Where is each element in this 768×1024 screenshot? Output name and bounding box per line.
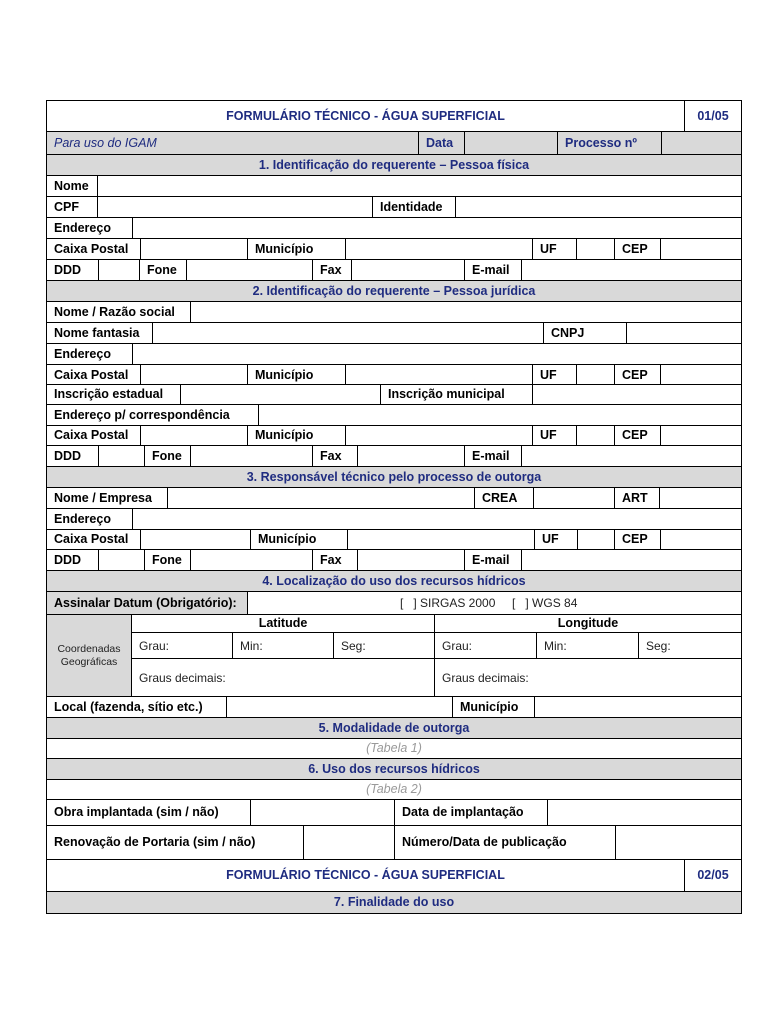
fone-rt-label: Fone — [144, 549, 191, 571]
email-rt-field[interactable] — [521, 549, 742, 571]
fone-field[interactable] — [186, 259, 313, 281]
section-1-title: 1. Identificação do requerente – Pessoa física — [46, 154, 742, 176]
form-title: FORMULÁRIO TÉCNICO - ÁGUA SUPERFICIAL — [46, 100, 685, 132]
municipio-field[interactable] — [345, 238, 533, 260]
fone-pj-label: Fone — [144, 445, 191, 467]
caixa-postal-pj-label: Caixa Postal — [46, 364, 141, 386]
fax-rt-field[interactable] — [357, 549, 465, 571]
local-label: Local (fazenda, sítio etc.) — [46, 696, 227, 718]
nome-field[interactable] — [97, 175, 742, 197]
ddd-field[interactable] — [98, 259, 140, 281]
uf-rt-field[interactable] — [577, 529, 615, 550]
ddd-pj-label: DDD — [46, 445, 99, 467]
cnpj-label: CNPJ — [543, 322, 627, 344]
numero-data-label: Número/Data de publicação — [394, 825, 616, 860]
caixa-postal-label: Caixa Postal — [46, 238, 141, 260]
cep-pj-label: CEP — [614, 364, 661, 386]
crea-label: CREA — [474, 487, 534, 509]
data-implantacao-label: Data de implantação — [394, 799, 548, 826]
uf-field[interactable] — [576, 238, 615, 260]
uf-rt-label: UF — [534, 529, 578, 550]
endereco-rt-field[interactable] — [132, 508, 742, 530]
datum-label: Assinalar Datum (Obrigatório): — [46, 591, 248, 615]
fone-label: Fone — [139, 259, 187, 281]
nome-razao-field[interactable] — [190, 301, 742, 323]
cpf-field[interactable] — [97, 196, 373, 218]
uf-pj2-label: UF — [532, 425, 577, 446]
endereco-rt-label: Endereço — [46, 508, 133, 530]
section-3-title: 3. Responsável técnico pelo processo de outorga — [46, 466, 742, 488]
fax-pj-field[interactable] — [357, 445, 465, 467]
lon-grau-field[interactable]: Grau: — [434, 632, 537, 659]
cnpj-field[interactable] — [626, 322, 742, 344]
ddd-label: DDD — [46, 259, 99, 281]
nome-empresa-field[interactable] — [167, 487, 475, 509]
municipio-rt-field[interactable] — [347, 529, 535, 550]
cep-field[interactable] — [660, 238, 742, 260]
fax-rt-label: Fax — [312, 549, 358, 571]
email-label: E-mail — [464, 259, 522, 281]
section-6-title: 6. Uso dos recursos hídricos — [46, 758, 742, 780]
email-field[interactable] — [521, 259, 742, 281]
caixa-postal-rt-field[interactable] — [140, 529, 251, 550]
municipio-rt-label: Município — [250, 529, 348, 550]
renovacao-field[interactable] — [303, 825, 395, 860]
longitude-header: Longitude — [434, 614, 742, 633]
inscricao-estadual-field[interactable] — [180, 384, 381, 405]
igam-data-label: Data — [418, 131, 465, 155]
municipio-pj-label: Município — [247, 364, 346, 386]
fone-pj-field[interactable] — [190, 445, 313, 467]
endereco-corresp-label: Endereço p/ correspondência — [46, 404, 259, 426]
caixa-postal-pj2-label: Caixa Postal — [46, 425, 141, 446]
cep-pj-field[interactable] — [660, 364, 742, 386]
endereco-field[interactable] — [132, 217, 742, 239]
lon-min-field[interactable]: Min: — [536, 632, 639, 659]
coordenadas-label: Coordenadas Geográficas — [46, 614, 132, 697]
cep-label: CEP — [614, 238, 661, 260]
renovacao-label: Renovação de Portaria (sim / não) — [46, 825, 304, 860]
identidade-field[interactable] — [455, 196, 742, 218]
numero-data-field[interactable] — [615, 825, 742, 860]
municipio-pj-field[interactable] — [345, 364, 533, 386]
uf-pj-field[interactable] — [576, 364, 615, 386]
endereco-label: Endereço — [46, 217, 133, 239]
local-field[interactable] — [226, 696, 453, 718]
inscricao-municipal-label: Inscrição municipal — [380, 384, 533, 405]
fax-label: Fax — [312, 259, 352, 281]
caixa-postal-field[interactable] — [140, 238, 248, 260]
cep-pj2-field[interactable] — [660, 425, 742, 446]
ddd-pj-field[interactable] — [98, 445, 145, 467]
cep-rt-field[interactable] — [660, 529, 742, 550]
tabela-1-ref: (Tabela 1) — [46, 738, 742, 759]
ddd-rt-field[interactable] — [98, 549, 145, 571]
latitude-header: Latitude — [131, 614, 435, 633]
email-pj-label: E-mail — [464, 445, 522, 467]
endereco-pj-field[interactable] — [132, 343, 742, 365]
data-implantacao-field[interactable] — [547, 799, 742, 826]
cep-pj2-label: CEP — [614, 425, 661, 446]
municipio-label: Município — [247, 238, 346, 260]
lat-grau-field[interactable]: Grau: — [131, 632, 233, 659]
lon-graus-decimais-field[interactable]: Graus decimais: — [434, 658, 742, 697]
caixa-postal-rt-label: Caixa Postal — [46, 529, 141, 550]
nome-fantasia-field[interactable] — [152, 322, 544, 344]
obra-implantada-field[interactable] — [250, 799, 395, 826]
page-number: 01/05 — [684, 100, 742, 132]
nome-label: Nome — [46, 175, 98, 197]
section-7-title: 7. Finalidade do uso — [46, 891, 742, 914]
uf-pj2-field[interactable] — [576, 425, 615, 446]
lat-seg-field[interactable]: Seg: — [333, 632, 435, 659]
cep-rt-label: CEP — [614, 529, 661, 550]
nome-fantasia-label: Nome fantasia — [46, 322, 153, 344]
section-4-title: 4. Localização do uso dos recursos hídricos — [46, 570, 742, 592]
fax-pj-label: Fax — [312, 445, 358, 467]
igam-processo-label: Processo nº — [557, 131, 662, 155]
lat-graus-decimais-field[interactable]: Graus decimais: — [131, 658, 435, 697]
crea-field[interactable] — [533, 487, 615, 509]
lon-seg-field[interactable]: Seg: — [638, 632, 742, 659]
municipio-pj2-label: Município — [247, 425, 346, 446]
email-pj-field[interactable] — [521, 445, 742, 467]
caixa-postal-pj2-field[interactable] — [140, 425, 248, 446]
inscricao-municipal-field[interactable] — [532, 384, 742, 405]
art-field[interactable] — [659, 487, 742, 509]
caixa-postal-pj-field[interactable] — [140, 364, 248, 386]
form-title-2: FORMULÁRIO TÉCNICO - ÁGUA SUPERFICIAL — [46, 859, 685, 892]
section-5-title: 5. Modalidade de outorga — [46, 717, 742, 739]
inscricao-estadual-label: Inscrição estadual — [46, 384, 181, 405]
lat-min-field[interactable]: Min: — [232, 632, 334, 659]
municipio-loc-field[interactable] — [534, 696, 742, 718]
endereco-pj-label: Endereço — [46, 343, 133, 365]
tabela-2-ref: (Tabela 2) — [46, 779, 742, 800]
art-label: ART — [614, 487, 660, 509]
nome-empresa-label: Nome / Empresa — [46, 487, 168, 509]
identidade-label: Identidade — [372, 196, 456, 218]
municipio-pj2-field[interactable] — [345, 425, 533, 446]
obra-implantada-label: Obra implantada (sim / não) — [46, 799, 251, 826]
datum-options[interactable]: [ ] SIRGAS 2000 [ ] WGS 84 — [247, 591, 742, 615]
uf-pj-label: UF — [532, 364, 577, 386]
fax-field[interactable] — [351, 259, 465, 281]
email-rt-label: E-mail — [464, 549, 522, 571]
nome-razao-label: Nome / Razão social — [46, 301, 191, 323]
igam-processo-field[interactable] — [661, 131, 742, 155]
endereco-corresp-field[interactable] — [258, 404, 742, 426]
igam-data-field[interactable] — [464, 131, 558, 155]
uf-label: UF — [532, 238, 577, 260]
ddd-rt-label: DDD — [46, 549, 99, 571]
igam-label: Para uso do IGAM — [46, 131, 419, 155]
fone-rt-field[interactable] — [190, 549, 313, 571]
page-number-2: 02/05 — [684, 859, 742, 892]
municipio-loc-label: Município — [452, 696, 535, 718]
cpf-label: CPF — [46, 196, 98, 218]
section-2-title: 2. Identificação do requerente – Pessoa jurídica — [46, 280, 742, 302]
